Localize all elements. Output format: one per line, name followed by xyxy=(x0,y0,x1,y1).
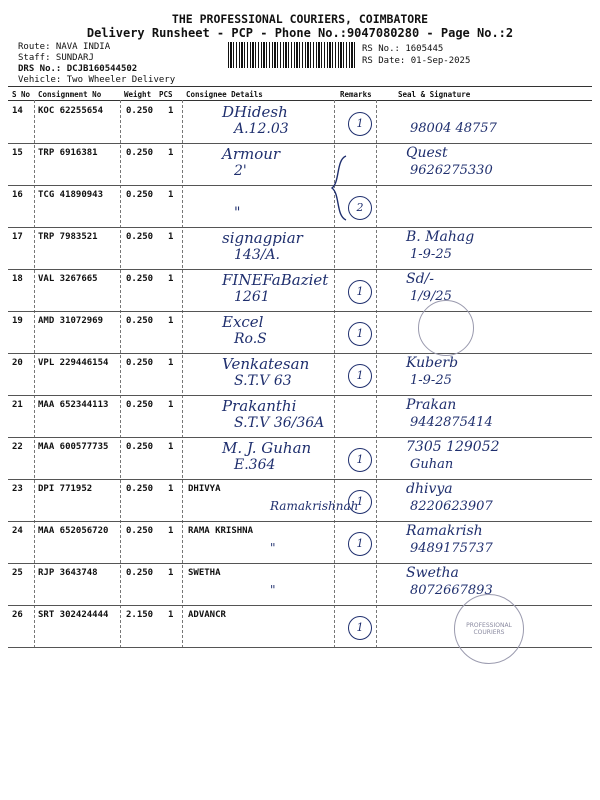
row-pcs: 1 xyxy=(168,274,174,284)
table-row xyxy=(8,395,592,438)
row-weight: 0.250 xyxy=(126,316,154,326)
company-title: THE PROFESSIONAL COURIERS, COIMBATORE xyxy=(171,12,429,26)
runsheet-subtitle: Delivery Runsheet - PCP - Phone No.:9047080280 - Page No.:2 xyxy=(86,26,514,40)
vehicle-label: Vehicle: Two Wheeler Delivery xyxy=(18,75,176,85)
remark-circle: 1 xyxy=(348,532,372,556)
table-row xyxy=(8,479,592,522)
handwritten-address: Ramakrishnah xyxy=(270,499,359,513)
row-consignment: VPL 229446154 xyxy=(38,358,109,368)
remark-circle: 1 xyxy=(348,448,372,472)
table-row xyxy=(8,143,592,186)
row-consignment: KOC 62255654 xyxy=(38,106,104,116)
handwritten-address: A.12.03 xyxy=(234,121,289,137)
handwritten-address: " xyxy=(234,205,241,221)
row-consignment: DPI 771952 xyxy=(38,484,93,494)
row-sno: 26 xyxy=(12,610,23,620)
row-weight: 2.150 xyxy=(126,610,154,620)
remark-circle: 2 xyxy=(348,196,372,220)
col-pcs: PCS xyxy=(159,90,173,99)
row-consignment: AMD 31072969 xyxy=(38,316,104,326)
row-pcs: 1 xyxy=(168,526,174,536)
table-row xyxy=(8,227,592,270)
row-pcs: 1 xyxy=(168,106,174,116)
handwritten-signature: B. Mahag xyxy=(406,229,475,245)
row-consignment: RJP 3643748 xyxy=(38,568,98,578)
row-pcs: 1 xyxy=(168,358,174,368)
handwritten-phone: 9489175737 xyxy=(410,541,493,556)
row-weight: 0.250 xyxy=(126,274,154,284)
seal-stamp xyxy=(418,300,474,356)
handwritten-address: " xyxy=(270,583,276,597)
table-row xyxy=(8,185,592,228)
row-sno: 25 xyxy=(12,568,23,578)
row-sno: 22 xyxy=(12,442,23,452)
row-consignment: MAA 652344113 xyxy=(38,400,109,410)
row-pcs: 1 xyxy=(168,316,174,326)
row-sno: 18 xyxy=(12,274,23,284)
row-pcs: 1 xyxy=(168,484,174,494)
row-sno: 19 xyxy=(12,316,23,326)
handwritten-signature: Sd/- xyxy=(406,271,434,287)
remark-circle: 1 xyxy=(348,364,372,388)
row-consignee-name: RAMA KRISHNA xyxy=(188,526,254,536)
remark-circle: 1 xyxy=(348,112,372,136)
handwritten-phone: 9442875414 xyxy=(410,415,493,430)
handwritten-address: 1261 xyxy=(234,289,270,305)
handwritten-address: E.364 xyxy=(234,457,276,473)
handwritten-consignee: DHidesh xyxy=(222,103,288,121)
handwritten-phone: 8072667893 xyxy=(410,583,493,598)
company-stamp xyxy=(454,594,524,664)
handwritten-consignee: M. J. Guhan xyxy=(222,439,312,457)
handwritten-phone: 8220623907 xyxy=(410,499,493,514)
stamp-text: PROFESSIONAL COURIERS xyxy=(466,622,512,636)
handwritten-consignee: Venkatesan xyxy=(222,355,310,373)
handwritten-consignee: Excel xyxy=(222,313,264,331)
handwritten-phone: Guhan xyxy=(410,457,454,472)
remark-circle: 1 xyxy=(348,280,372,304)
row-consignment: TRP 6916381 xyxy=(38,148,98,158)
row-consignment: TRP 7983521 xyxy=(38,232,98,242)
row-weight: 0.250 xyxy=(126,232,154,242)
table-row xyxy=(8,269,592,312)
staff-label: Staff: SUNDARJ xyxy=(18,53,94,63)
handwritten-signature: Quest xyxy=(406,145,448,161)
handwritten-address: 143/A. xyxy=(234,247,280,263)
row-weight: 0.250 xyxy=(126,190,154,200)
route-label: Route: NAVA INDIA xyxy=(18,42,111,52)
row-weight: 0.250 xyxy=(126,526,154,536)
row-sno: 23 xyxy=(12,484,23,494)
drs-number: DRS No.: DCJB160544502 xyxy=(18,64,138,74)
row-pcs: 1 xyxy=(168,568,174,578)
row-consignment: MAA 652056720 xyxy=(38,526,109,536)
row-sno: 15 xyxy=(12,148,23,158)
row-sno: 21 xyxy=(12,400,23,410)
row-sno: 17 xyxy=(12,232,23,242)
header-top-rule xyxy=(8,86,592,87)
handwritten-consignee: Prakanthi xyxy=(222,397,297,415)
remark-circle: 1 xyxy=(348,490,372,514)
row-weight: 0.250 xyxy=(126,568,154,578)
col-sno: S No xyxy=(12,90,31,99)
row-sno: 20 xyxy=(12,358,23,368)
handwritten-phone: 98004 48757 xyxy=(410,121,497,136)
row-weight: 0.250 xyxy=(126,400,154,410)
row-pcs: 1 xyxy=(168,232,174,242)
handwritten-phone: 1-9-25 xyxy=(410,373,452,388)
handwritten-phone: 1-9-25 xyxy=(410,247,452,262)
brace-mark xyxy=(330,154,350,222)
row-weight: 0.250 xyxy=(126,442,154,452)
table-row xyxy=(8,437,592,480)
col-consignment: Consignment No xyxy=(38,90,102,99)
row-pcs: 1 xyxy=(168,610,174,620)
row-consignee-name: ADVANCR xyxy=(188,610,226,620)
handwritten-signature: dhivya xyxy=(406,481,453,497)
table-row xyxy=(8,521,592,564)
handwritten-address: S.T.V 63 xyxy=(234,373,292,389)
handwritten-signature: Kuberb xyxy=(406,355,459,371)
rs-number: RS No.: 1605445 xyxy=(362,44,444,54)
row-weight: 0.250 xyxy=(126,484,154,494)
row-pcs: 1 xyxy=(168,148,174,158)
row-pcs: 1 xyxy=(168,190,174,200)
row-sno: 16 xyxy=(12,190,23,200)
handwritten-signature: Swetha xyxy=(406,565,459,581)
col-seal: Seal & Signature xyxy=(398,90,471,99)
col-remarks: Remarks xyxy=(340,90,372,99)
handwritten-signature: 7305 129052 xyxy=(406,439,500,455)
row-pcs: 1 xyxy=(168,400,174,410)
handwritten-consignee: FINEFaBaziet xyxy=(222,271,329,289)
col-consignee: Consignee Details xyxy=(186,90,263,99)
row-consignee-name: DHIVYA xyxy=(188,484,221,494)
barcode-image xyxy=(228,42,356,68)
row-consignee-name: SWETHA xyxy=(188,568,221,578)
row-weight: 0.250 xyxy=(126,106,154,116)
row-consignment: TCG 41890943 xyxy=(38,190,104,200)
col-weight: Weight xyxy=(124,90,152,99)
rs-date: RS Date: 01-Sep-2025 xyxy=(362,56,471,66)
handwritten-phone: 1/9/25 xyxy=(410,289,452,304)
row-consignment: VAL 3267665 xyxy=(38,274,98,284)
row-pcs: 1 xyxy=(168,442,174,452)
handwritten-signature: Prakan xyxy=(406,397,457,413)
row-sno: 24 xyxy=(12,526,23,536)
handwritten-signature: Ramakrish xyxy=(406,523,483,539)
row-weight: 0.250 xyxy=(126,148,154,158)
handwritten-address: S.T.V 36/36A xyxy=(234,415,325,431)
row-sno: 14 xyxy=(12,106,23,116)
table-row xyxy=(8,311,592,354)
handwritten-consignee: signagpiar xyxy=(222,229,303,247)
handwritten-consignee: Armour xyxy=(222,145,281,163)
handwritten-address: 2' xyxy=(234,163,247,179)
handwritten-phone: 9626275330 xyxy=(410,163,493,178)
row-consignment: SRT 302424444 xyxy=(38,610,109,620)
table-row xyxy=(8,353,592,396)
handwritten-address: " xyxy=(270,541,276,555)
table-row xyxy=(8,101,592,144)
row-consignment: MAA 600577735 xyxy=(38,442,109,452)
handwritten-address: Ro.S xyxy=(234,331,267,347)
remark-circle: 1 xyxy=(348,616,372,640)
row-weight: 0.250 xyxy=(126,358,154,368)
remark-circle: 1 xyxy=(348,322,372,346)
